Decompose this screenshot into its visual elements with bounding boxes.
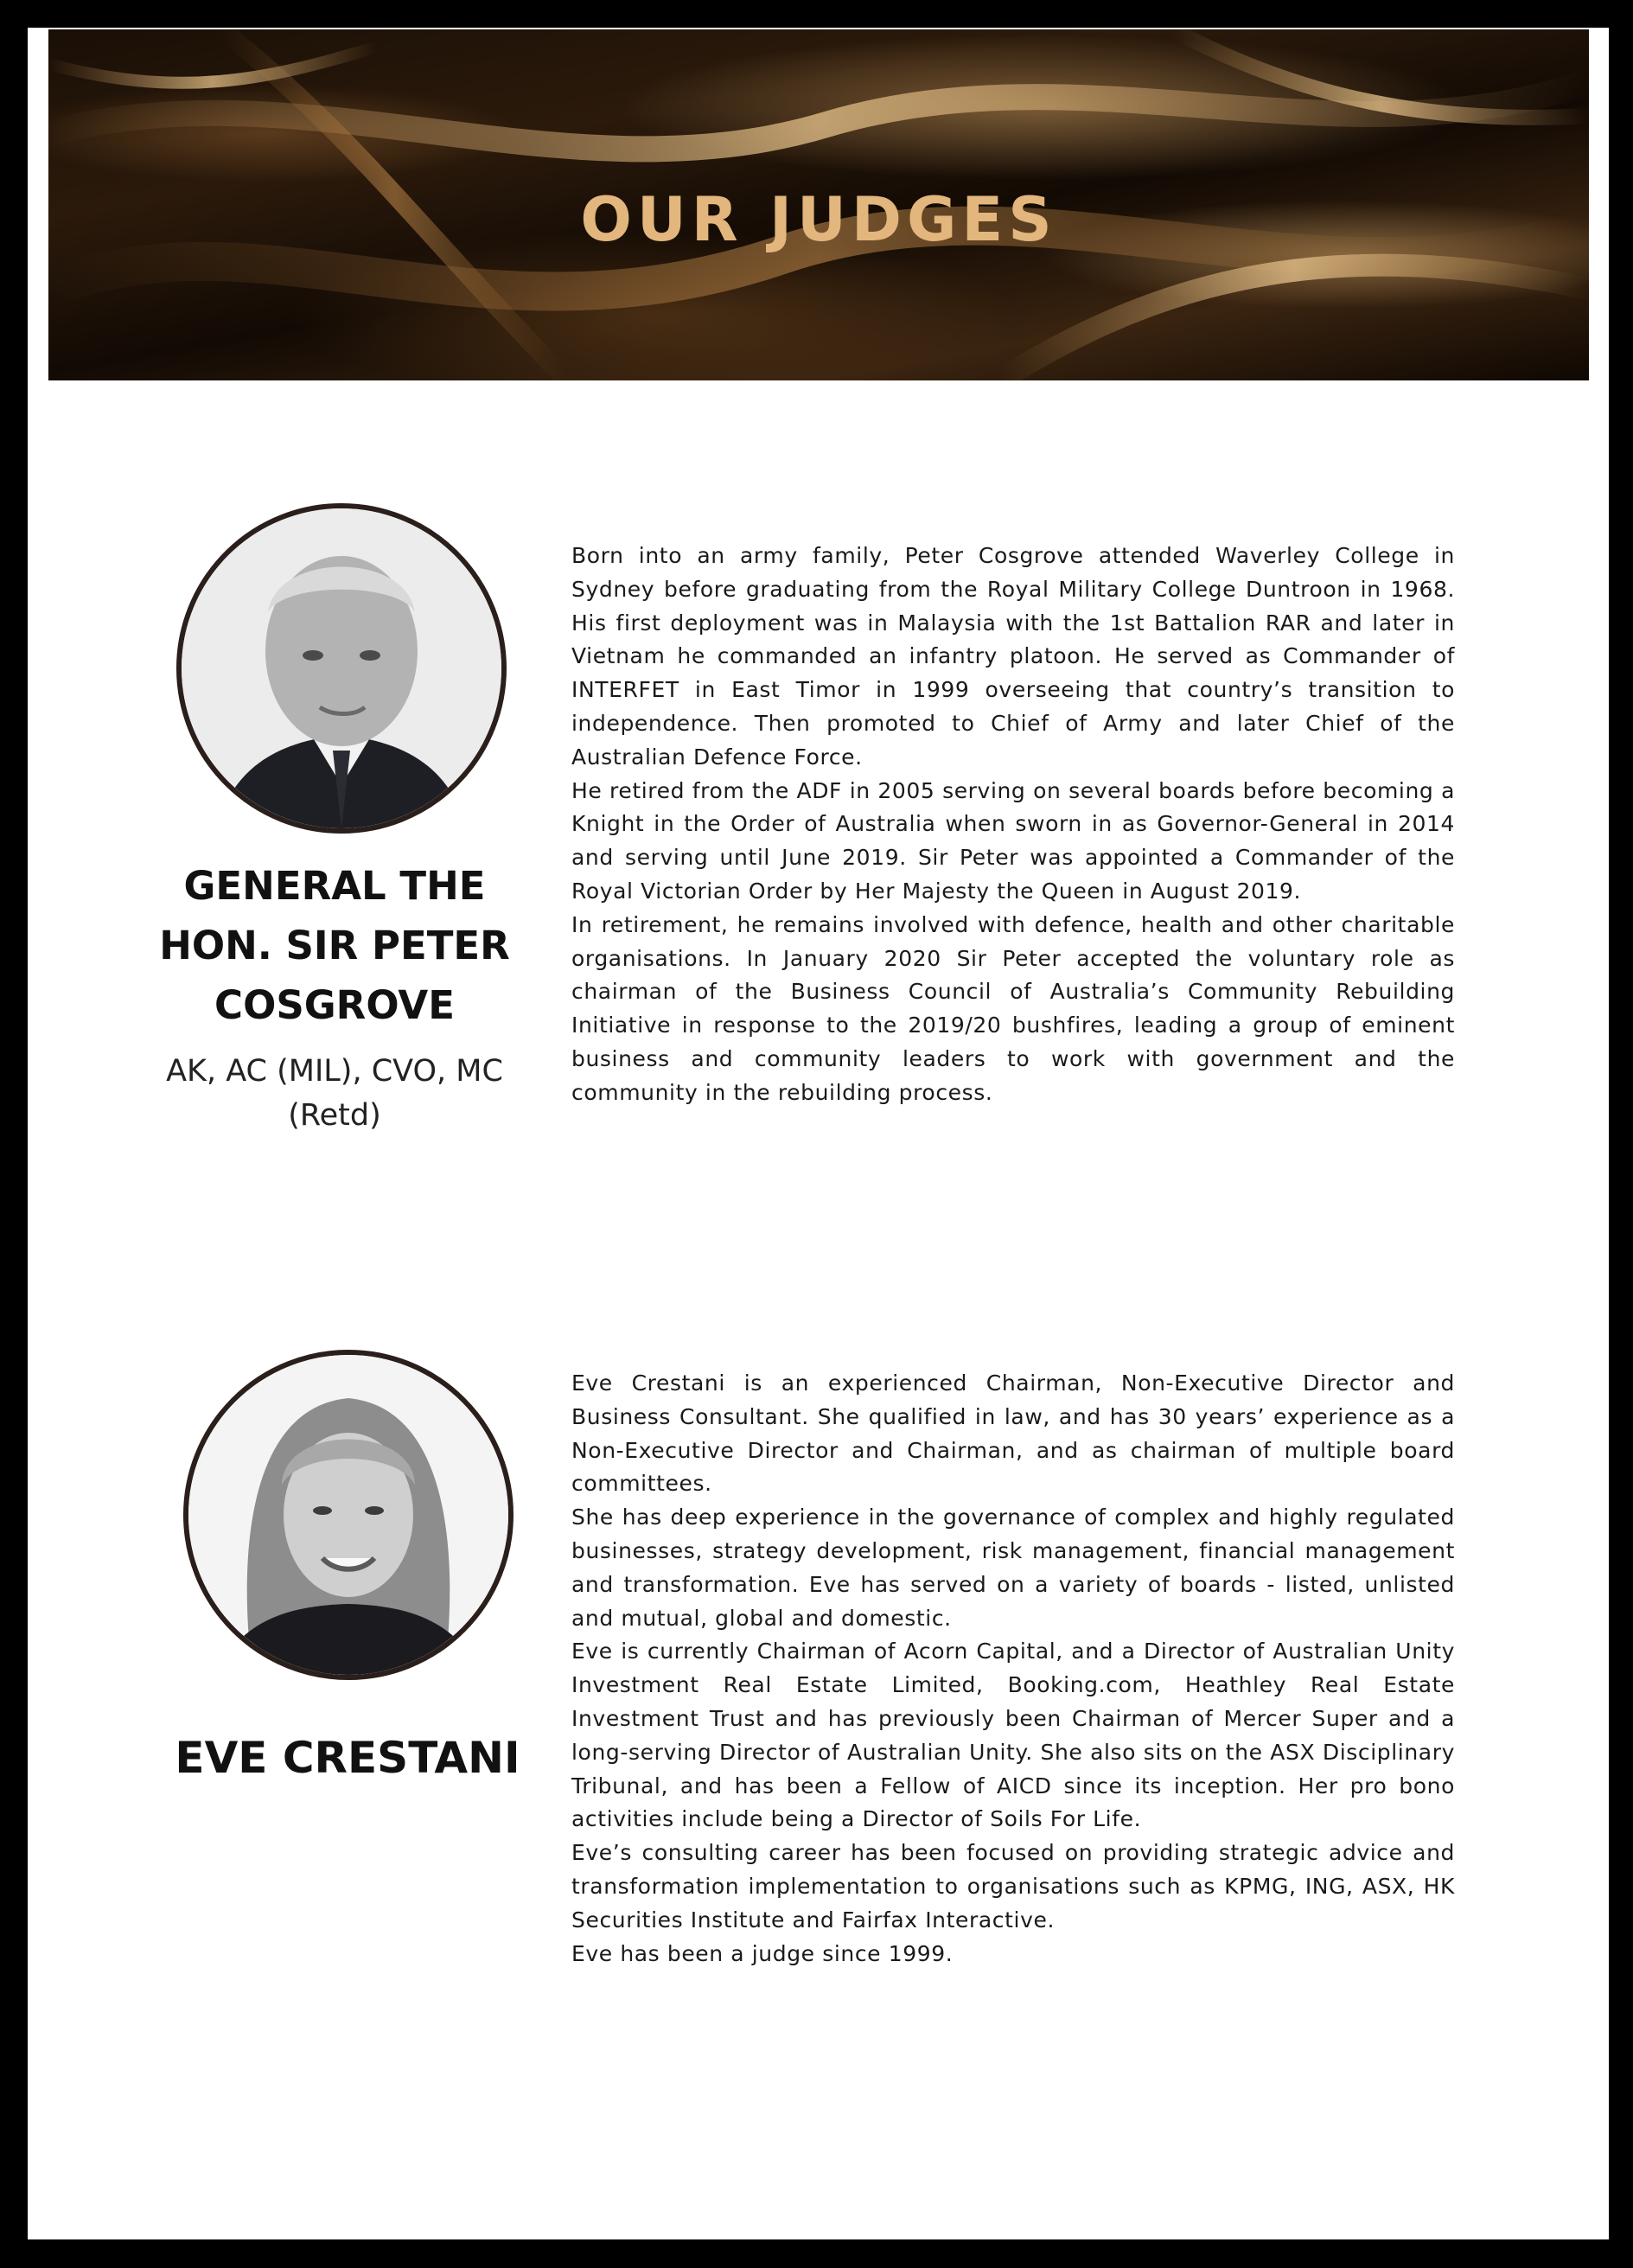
portrait-woman-image: [188, 1355, 508, 1675]
bio-paragraph: He retired from the ADF in 2005 serving on several boards before becoming a Knight in the Order of Australia when sworn in as Governor-General in 2014 and serving until June 2019. Sir Peter was appointed a Commander of the Royal Victorian Order by Her Majesty the Queen in August 2019.: [571, 777, 1455, 904]
bio-paragraph: In retirement, he remains involved with defence, health and other charitable organisations. In January 2020 Sir Peter accepted the voluntary role as chairman of the Business Council of Australia’s Community Rebuilding Initiative in response to the 2019/20 bushfires, leading a group of eminent business and community leaders to work with government and the community in the rebuilding process.: [571, 911, 1455, 1105]
bio-paragraph: Eve’s consulting career has been focused on providing strategic advice and transformation implementation to organisations such as KPMG, ING, ASX, HK Securities Institute and Fairfax Interactive.: [571, 1840, 1455, 1933]
judge-bio: [571, 1367, 1455, 1971]
judge-photo-eve-crestani: [183, 1350, 514, 1680]
judge-name: EVE CRESTANI: [175, 1733, 520, 1783]
bio-paragraph: Eve has been a judge since 1999.: [571, 1940, 954, 1966]
judge-bio: [571, 540, 1455, 1110]
judge-postnominals: AK, AC (MIL), CVO, MC (Retd): [166, 1054, 503, 1133]
judge-photo-peter-cosgrove: [176, 503, 507, 834]
bio-paragraph: Born into an army family, Peter Cosgrove attended Waverley College in Sydney before graduating from the Royal Military College Duntroon in 1968. His first deployment was in Malaysia with the 1st Battalion RAR and later in Vietnam he commanded an infantry platoon. He served as Commander of INTERFET in East Timor in 1999 overseeing that country’s transition to independence. Then promoted to Chief of Army and later Chief of the Australian Defence Force.: [571, 543, 1455, 770]
bio-paragraph: Eve Crestani is an experienced Chairman, Non-Executive Director and Business Consultant. She qualified in law, and has 30 years’ experience as a Non-Executive Director and Chairman, and as chairman of multiple board committees.: [571, 1370, 1455, 1497]
bio-paragraph: She has deep experience in the governance of complex and highly regulated businesses, strategy development, risk management, financial management and transformation. Eve has served on a variety of boards - listed, unlisted and mutual, global and domestic.: [571, 1505, 1455, 1631]
bio-paragraph: Eve is currently Chairman of Acorn Capital, and a Director of Australian Unity Investment Real Estate Limited, Booking.com, Heathley Real Estate Investment Trust and has previously been Chairman of Mercer Super and a long-serving Director of Australian Unity. She also sits on the ASX Disciplinary Tribunal, and has been a Fellow of AICD since its inception. Her pro bono activities include being a Director of Soils For Life.: [571, 1639, 1455, 1832]
header-banner: [48, 29, 1589, 380]
page-title: OUR JUDGES: [580, 184, 1057, 255]
page: [28, 28, 1609, 2239]
portrait-man-image: [182, 508, 501, 828]
judge-name: GENERAL THE HON. SIR PETER COSGROVE: [159, 863, 510, 1028]
